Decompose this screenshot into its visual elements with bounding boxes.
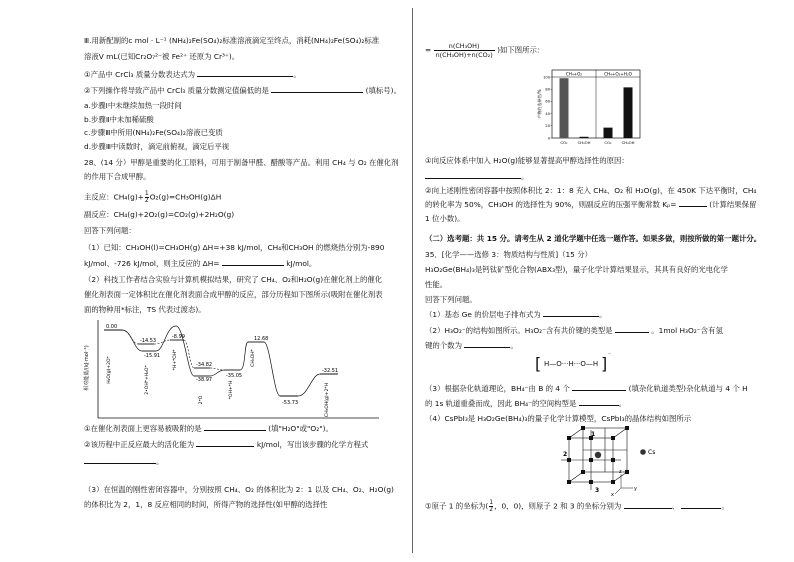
axis-x bbox=[615, 488, 621, 494]
energy-label: -14.53 bbox=[140, 338, 157, 344]
species-label: CH₃OH(g)+2*H bbox=[325, 383, 330, 417]
answer-blank[interactable] bbox=[464, 341, 510, 348]
q35-1-text: （1）基态 Ge 的价层电子排布式为 bbox=[425, 310, 541, 319]
q35-2-mid: 。1mol H₃O₂⁻含有氢 bbox=[651, 326, 723, 335]
q35-3-line2: 的 1s 轨道重叠而成，因此 BH₄⁻的空间构型是 。 bbox=[425, 399, 627, 408]
energy-label: -32.51 bbox=[322, 368, 339, 374]
bar-ylabel: 产物的选择性/% bbox=[537, 89, 542, 119]
selectivity-formula bbox=[425, 42, 544, 59]
path-segment bbox=[210, 368, 224, 370]
bar bbox=[560, 78, 569, 138]
q1-text: kJ/mol、-726 kJ/mol，则主反应的 ΔH= bbox=[84, 259, 220, 268]
formula-tail: )如下图所示： bbox=[497, 45, 545, 55]
q2-blank2-line bbox=[84, 440, 368, 450]
h3o2-structure bbox=[535, 354, 617, 376]
answer-blank[interactable] bbox=[681, 502, 721, 509]
q1-line2 bbox=[84, 259, 316, 269]
bracket-right: ] bbox=[601, 354, 608, 373]
q1-line1: （1）已知：CH₃OH(l)=CH₃OH(g) ΔH=+38 kJ/mol，CH₄和CH₃OH 的燃烧热分别为-890 bbox=[84, 243, 385, 252]
axis-z-label: z bbox=[619, 469, 622, 475]
answer-blank[interactable] bbox=[425, 172, 521, 179]
right-column bbox=[425, 0, 762, 562]
legend-cs-atom bbox=[640, 449, 646, 455]
answer-blank[interactable] bbox=[679, 200, 707, 207]
option-c: c.步骤Ⅲ中所用(NH₄)₂Fe(SO₄)₂溶液已变质 bbox=[84, 128, 223, 137]
q35-3-tail: (填杂化轨道类型)杂化轨道与 4 个 H bbox=[628, 384, 748, 393]
energy-label: 0.00 bbox=[106, 324, 118, 330]
q35-3b-text: 的 1s 轨道重叠而成，因此 BH₄⁻的空间构型是 bbox=[425, 399, 577, 408]
energy-label: -34.82 bbox=[196, 362, 213, 368]
bracket-left: [ bbox=[535, 354, 542, 373]
q27-blank2-line bbox=[84, 86, 401, 96]
main-rxn-label: 主反应：CH₄(g)+ bbox=[84, 192, 144, 202]
q35-intro2: 性能。 bbox=[425, 280, 448, 289]
energy-label: 12.68 bbox=[254, 336, 269, 342]
q27-2-text: ②下列操作将导致产品中 CrCl₃ 质量分数测定值偏低的是 bbox=[84, 86, 269, 95]
answer-blank[interactable] bbox=[222, 259, 284, 266]
q35-heading: 35．[化学——选修 3：物质结构与性质]（15 分） bbox=[425, 250, 593, 259]
q35-4-1-text: ①原子 1 的坐标为( bbox=[425, 501, 489, 511]
selectivity-fraction bbox=[434, 42, 495, 59]
path-segment bbox=[154, 340, 170, 344]
group-label: CH₄+O₂+H₂O bbox=[604, 71, 632, 77]
q35-2b-line: 键的个数为 。 bbox=[425, 341, 518, 350]
crystal-structure-diagram bbox=[561, 424, 671, 498]
q2-blank1-tail: (填"H₂O"或"O₂")。 bbox=[268, 424, 333, 433]
half-denominator: 2 bbox=[489, 506, 494, 513]
q35-2-text: （2）H₃O₂⁻的结构如图所示。H₃O₂⁻含有共价键的类型是 bbox=[425, 326, 613, 335]
q27-1-text: ①产品中 CrCl₃ 质量分数表达式为 bbox=[84, 70, 195, 79]
answer-blank[interactable] bbox=[543, 310, 599, 317]
q35-3-line1 bbox=[425, 384, 748, 394]
answer-blank[interactable] bbox=[204, 424, 266, 431]
q3-2-line1: ②向上述刚性密闭容器中按照体积比 2：1：8 充入 CH₄、O₂ 和 H₂O(g)，在 450K 下达平衡时，CH₄ bbox=[425, 186, 757, 195]
q27-iii-line2: 溶液V mL(已知Cr₂O₇²⁻被 Fe²⁺ 还原为 Cr³⁺)。 bbox=[84, 52, 240, 61]
q3-2-line3: 1 位小数)。 bbox=[425, 214, 465, 223]
atom-label: 2 bbox=[563, 451, 568, 458]
energy-profile-diagram bbox=[84, 318, 384, 422]
q35-4-line: （4）CsPbI₃是 H₃O₂Ge(BH₄)₃的量子化学计算模型，CsPbI₃的晶体结构如图所示 bbox=[425, 414, 692, 423]
q27-iii-line1: Ⅲ.用新配制的c mol · L⁻¹ (NH₄)₂Fe(SO₄)₂标准溶液滴定至终点，消耗(NH₄)₂Fe(SO₄)₂标准 bbox=[84, 36, 380, 45]
fraction-denominator: n(CH₃OH)+n(CO₂) bbox=[435, 51, 493, 59]
column-divider bbox=[412, 8, 413, 553]
q3-2-tail: (计算结果保留 bbox=[709, 200, 757, 209]
answer-blank[interactable] bbox=[615, 326, 649, 333]
atom-label: 1 bbox=[591, 431, 596, 438]
q35-4-1-tail: ，0，0)，则原子 2 和 3 的坐标分别为 bbox=[494, 501, 622, 511]
half-numerator: 1 bbox=[489, 499, 494, 506]
main-rxn-tail: O₂(g)=CH₃OH(g)ΔH bbox=[149, 192, 222, 202]
q1-tail: kJ/mol。 bbox=[286, 259, 317, 268]
q27-blank1-line: ①产品中 CrCl₃ 质量分数表达式为 。 bbox=[84, 70, 301, 79]
h3o2-bonds: H—O···H···O—H bbox=[544, 360, 599, 368]
y-tick-label: 80 bbox=[545, 87, 550, 92]
answer-blank[interactable] bbox=[572, 384, 626, 391]
path-segment bbox=[122, 330, 138, 344]
bar bbox=[624, 87, 633, 138]
y-tick-label: 40 bbox=[545, 111, 550, 116]
q2-blank1-line bbox=[84, 424, 333, 434]
group-label: CH₄+O₂ bbox=[565, 71, 583, 77]
left-column bbox=[84, 0, 400, 562]
q3-1-line: ①向反应体系中加入 H₂O(g)能够显著提高甲醇选择性的原因： bbox=[425, 156, 629, 165]
q2-blank2-tail: kJ/mol，写出该步骤的化学方程式 bbox=[256, 440, 369, 449]
species-label: *OH+*H bbox=[229, 380, 234, 400]
q2-blank2-text: ②该历程中正反应最大的活化能为 bbox=[84, 440, 195, 449]
x-tick-label: CH₃OH bbox=[621, 140, 635, 145]
species-label: H₂O(g)+2O* bbox=[107, 356, 112, 384]
q3-line2: 的体积比为 2，1，8 反应相同的时间，所得产物的选择性(如甲醇的选择性 bbox=[84, 500, 328, 509]
q2-line1: （2）科技工作者结合实验与计算机模拟结果，研究了 CH₄、O₂和H₂O(g)在催化剂上的催化 bbox=[84, 275, 383, 284]
side-reaction: 副反应：CH₄(g)+2O₂(g)=CO₂(g)+2H₂O(g) bbox=[84, 210, 235, 219]
q35-4-1-line: ①原子 1 的坐标为( $\frac{1}{2}$ ，0，0)，则原子 2 和 3 的坐标分别为 、 。 bbox=[425, 499, 729, 513]
energy-label: -38.97 bbox=[196, 377, 213, 383]
path-segment bbox=[210, 370, 224, 376]
cs-atom bbox=[595, 452, 601, 458]
species-label: CH₃OH* bbox=[251, 349, 256, 367]
q35-3-text: （3）根据杂化轨道理论，BH₄⁻由 B 的 4 个 bbox=[425, 384, 570, 393]
half-fraction bbox=[489, 500, 493, 513]
x-tick-label: CO₂ bbox=[604, 140, 612, 145]
answer-blank[interactable] bbox=[197, 70, 293, 77]
y-tick-label: 0 bbox=[547, 136, 550, 141]
q35-2-line bbox=[425, 326, 723, 336]
x-tick-label: CH₃OH bbox=[577, 140, 591, 145]
q2-blank1-text: ①在催化剂表面上更容易被吸附的是 bbox=[84, 424, 202, 433]
y-tick-label: 60 bbox=[545, 99, 550, 104]
y-ticks bbox=[543, 75, 552, 140]
selectivity-bar-chart bbox=[538, 66, 643, 152]
q35-1-line: （1）基态 Ge 的价层电子排布式为 。 bbox=[425, 310, 607, 319]
q3-line1: （3）在恒温的刚性密闭容器中，分别按照 CH₄、O₂ 的体积比为 2：1 以及 CH₄、O₂、H₂O(g) bbox=[84, 485, 394, 494]
answer-blank[interactable] bbox=[271, 86, 363, 93]
energy-ylabel: 相对能量/(kJ·mol⁻¹) bbox=[84, 345, 90, 391]
answer-blank[interactable] bbox=[579, 399, 619, 406]
q28-heading2: 的作用下合成甲醇。 bbox=[84, 172, 151, 181]
answer-blank[interactable] bbox=[624, 502, 672, 509]
path-segment bbox=[264, 342, 280, 396]
path-segment bbox=[298, 374, 320, 396]
energy-label: -15.91 bbox=[144, 353, 161, 359]
energy-label: -8.99 bbox=[172, 334, 185, 340]
answer-prompt: 回答下列问题： bbox=[84, 226, 136, 235]
fraction-numerator: n(CH₃OH) bbox=[434, 42, 495, 51]
q3-1-blank-line: 。 bbox=[425, 172, 528, 182]
formula-eq: = bbox=[425, 45, 432, 55]
q3-2-text: 的转化率为 50%，CH₃OH 的选择性为 90%，则副反应的压强平衡常数 Kₚ= bbox=[425, 200, 677, 209]
bar bbox=[580, 137, 589, 138]
option-b: b.步骤Ⅱ中未加稀硫酸 bbox=[84, 115, 154, 124]
x-tick-label: CO₂ bbox=[560, 140, 568, 145]
axis-y-label: y bbox=[634, 486, 637, 492]
q28-heading: 28、(14 分）甲醇是重要的化工原料，可用于制备甲醛、醋酸等产品。利用 CH₄ 与 O₂ 在催化剂 bbox=[84, 158, 399, 167]
path-segment bbox=[122, 330, 142, 351]
bar bbox=[604, 128, 613, 138]
q27-2-tail: (填标号)。 bbox=[365, 86, 401, 95]
species-label: *H+*OH* bbox=[173, 349, 178, 371]
q35-prompt: 回答下列问题。 bbox=[425, 295, 477, 304]
energy-label: -53.73 bbox=[282, 400, 299, 406]
energy-label: -35.05 bbox=[226, 373, 243, 379]
q2-line2: 催化剂表面一定体积比在催化剂表面合成甲醇的反应，部分历程如下图所示(吸附在催化剂表 bbox=[84, 290, 383, 299]
elective-section-heading: （二）选考题：共 15 分。请考生从 2 道化学题中任选一题作答。如果多做，则按所做的第一题计分。 bbox=[425, 234, 762, 243]
atom-label: 3 bbox=[595, 487, 600, 494]
q35-2b-text: 键的个数为 bbox=[425, 341, 462, 350]
species-label: 2•OH*+H₂O* bbox=[145, 365, 150, 395]
q35-intro: H₃O₂Ge(BH₄)₃是钙钛矿型化合物(ABX₃型)，量子化学计算结果显示，其具有良好的光电化学 bbox=[425, 265, 728, 274]
option-a: a.步骤Ⅰ中未继续加热一段时间 bbox=[84, 101, 182, 110]
q2-line3: 面的物种用*标注，TS 代表过渡态)。 bbox=[84, 305, 206, 314]
x-tick-labels bbox=[560, 140, 634, 145]
main-reaction: 主反应：CH₄(g)+ $\frac{1}{2}$ O₂(g)=CH₃OH(g)ΔH bbox=[84, 190, 222, 204]
equation-blank-line: 。 bbox=[84, 457, 163, 467]
charge-sign: ⁻ bbox=[608, 352, 612, 359]
y-tick-label: 20 bbox=[545, 124, 550, 129]
y-tick-label: 100 bbox=[543, 75, 550, 80]
axis-x-label: x bbox=[611, 492, 614, 498]
species-label: 2*O bbox=[199, 395, 204, 405]
q3-2-line2 bbox=[425, 200, 756, 210]
answer-blank[interactable] bbox=[196, 440, 254, 447]
answer-blank[interactable] bbox=[84, 457, 156, 464]
option-d: d.步骤Ⅲ中读数时，滴定前俯视，滴定后平视 bbox=[84, 142, 230, 151]
path-segment bbox=[240, 342, 248, 370]
legend-cs-label: Cs bbox=[648, 449, 656, 456]
